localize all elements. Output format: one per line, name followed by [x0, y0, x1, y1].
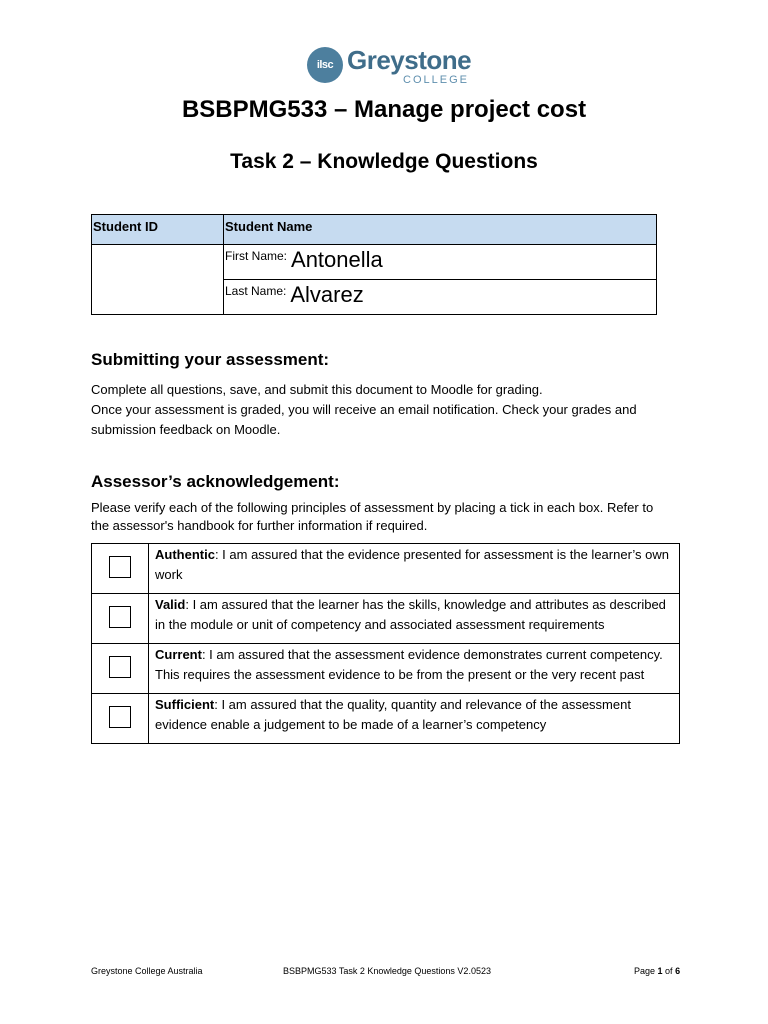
first-name-label: First Name:	[225, 249, 288, 263]
submitting-heading: Submitting your assessment:	[91, 350, 330, 369]
footer-organisation: Greystone College Australia	[91, 966, 203, 976]
first-name-field[interactable]: Antonella	[291, 247, 383, 272]
last-name-label: Last Name:	[225, 284, 287, 298]
last-name-field[interactable]: Alvarez	[290, 282, 364, 307]
task-subtitle: Task 2 – Knowledge Questions	[230, 150, 538, 173]
footer-document-name: BSBPMG533 Task 2 Knowledge Questions V2.0523	[283, 966, 491, 976]
logo-sub-text: COLLEGE	[403, 74, 469, 86]
sufficient-checkbox[interactable]	[109, 706, 131, 728]
document-title: BSBPMG533 – Manage project cost	[181, 96, 587, 123]
acknowledgement-heading: Assessor’s acknowledgement:	[91, 472, 340, 491]
checklist-row-current	[92, 644, 680, 694]
header-student-id: Student ID	[92, 215, 224, 245]
footer-page-number: Page 1 of 6	[634, 966, 681, 976]
criterion-text: : I am assured that the learner has the skills, knowledge and attributes as described in the module or unit of competency and associated assessment requirements	[155, 597, 666, 632]
principles-checklist	[91, 543, 680, 744]
checklist-row-valid	[92, 594, 680, 644]
submitting-instruction-1: Complete all questions, save, and submit this document to Moodle for grading.	[91, 382, 543, 397]
criterion-label: Valid	[155, 597, 186, 612]
table-header-row	[92, 215, 657, 245]
criterion-text: : I am assured that the evidence presented for assessment is the learner’s own work	[155, 547, 669, 582]
first-name-row	[92, 245, 657, 280]
criterion-label: Authentic	[155, 547, 215, 562]
logo-brand-text: Greystone	[347, 45, 472, 75]
criterion-label: Current	[155, 647, 202, 662]
submitting-instruction-2: Once your assessment is graded, you will receive an email notification. Check your grades and submission feedback on Moodle.	[91, 402, 637, 437]
valid-checkbox[interactable]	[109, 606, 131, 628]
authentic-checkbox[interactable]	[109, 556, 131, 578]
checklist-row-authentic	[92, 544, 680, 594]
student-id-field[interactable]	[92, 245, 224, 315]
student-details-table	[91, 214, 657, 315]
greystone-college-logo	[307, 44, 472, 88]
header-student-name: Student Name	[224, 215, 657, 245]
criterion-label: Sufficient	[155, 697, 215, 712]
ilsc-seal-icon: ilsc	[307, 47, 343, 83]
checklist-row-sufficient	[92, 694, 680, 744]
last-name-cell	[224, 280, 657, 315]
current-checkbox[interactable]	[109, 656, 131, 678]
criterion-text: : I am assured that the quality, quantity and relevance of the assessment evidence enable a judgement to be made of a learner’s competency	[155, 697, 631, 732]
acknowledgement-intro: Please verify each of the following principles of assessment by placing a tick in each box. Refer to the assessor's handbook for further information if required.	[91, 500, 654, 533]
criterion-text: : I am assured that the assessment evidence demonstrates current competency. This requires the assessment evidence to be from the present or the very recent past	[155, 647, 663, 682]
first-name-cell	[224, 245, 657, 280]
